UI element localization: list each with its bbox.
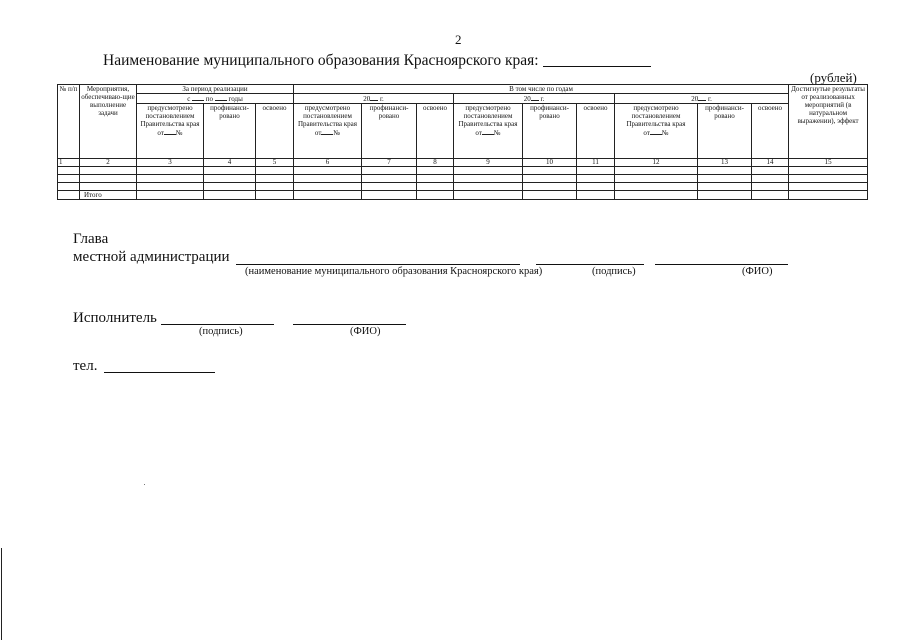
date-blank[interactable] <box>650 128 662 135</box>
table-cell[interactable] <box>137 167 204 175</box>
header-period <box>137 85 294 94</box>
table-cell[interactable] <box>204 175 256 183</box>
table-cell[interactable] <box>454 191 523 200</box>
table-cell[interactable] <box>417 175 454 183</box>
phone-line[interactable] <box>104 372 215 373</box>
table-cell[interactable] <box>58 167 80 175</box>
sub-used: освоено <box>256 104 294 159</box>
header-events: Мероприятия, обеспечиваю-щие выполнение задачи <box>80 85 137 159</box>
year-suffix: г. <box>708 95 712 103</box>
executor-label: Исполнитель <box>73 310 157 326</box>
sub-ot: от <box>157 129 164 137</box>
col-number: 1 <box>58 159 80 167</box>
sub-ot: от <box>643 129 650 137</box>
executor-fio-line[interactable] <box>293 324 406 325</box>
header-row-2 <box>58 94 868 104</box>
year-block-2 <box>454 94 615 104</box>
total-label: Итого <box>80 191 137 200</box>
table-cell[interactable] <box>256 191 294 200</box>
table-cell[interactable] <box>294 167 362 175</box>
period-to-blank[interactable] <box>215 94 227 101</box>
caption-executor-fio: (ФИО) <box>350 326 381 337</box>
header-by-years: В том числе по годам <box>294 85 789 94</box>
header-results: Достигнутые результаты от реализованных мероприятий (в натуральном выражении), эффект <box>789 85 868 159</box>
table-cell[interactable] <box>698 167 752 175</box>
period-from-label: с <box>187 95 191 103</box>
table-cell[interactable] <box>523 175 577 183</box>
year-suffix: г. <box>379 95 384 103</box>
municipality-name-line[interactable] <box>236 264 520 265</box>
executor-signature-line[interactable] <box>161 324 274 325</box>
table-cell[interactable] <box>454 175 523 183</box>
table-cell[interactable] <box>752 175 789 183</box>
table-cell[interactable] <box>615 167 698 175</box>
table-cell[interactable] <box>523 183 577 191</box>
phone-label: тел. <box>73 358 98 374</box>
table-cell[interactable] <box>615 175 698 183</box>
caption-executor-signature: (подпись) <box>199 326 243 337</box>
table-cell[interactable] <box>752 191 789 200</box>
sub-provided <box>137 104 204 159</box>
sub-no: № <box>333 129 341 137</box>
sub-used: освоено <box>417 104 454 159</box>
document-heading <box>103 52 651 70</box>
heading-blank-line[interactable] <box>543 52 651 67</box>
table-cell[interactable] <box>789 175 868 183</box>
col-number: 10 <box>523 159 577 167</box>
table-cell[interactable] <box>454 167 523 175</box>
head-signature-line[interactable] <box>536 264 644 265</box>
year-suffix: г. <box>540 95 545 103</box>
col-number: 9 <box>454 159 523 167</box>
caption-head-signature: (подпись) <box>592 266 636 277</box>
col-number: 6 <box>294 159 362 167</box>
table-cell[interactable] <box>362 191 417 200</box>
table-cell[interactable] <box>698 183 752 191</box>
table-cell[interactable] <box>417 183 454 191</box>
table-cell[interactable] <box>523 191 577 200</box>
col-number: 14 <box>752 159 789 167</box>
year-blank[interactable] <box>370 94 378 101</box>
col-number: 13 <box>698 159 752 167</box>
sub-used: освоено <box>752 104 789 159</box>
table-cell[interactable] <box>789 191 868 200</box>
table-cell[interactable] <box>362 167 417 175</box>
table-cell[interactable] <box>294 191 362 200</box>
col-number: 3 <box>137 159 204 167</box>
table-cell[interactable] <box>615 183 698 191</box>
table-cell[interactable] <box>523 167 577 175</box>
date-blank[interactable] <box>482 128 494 135</box>
header-row-1 <box>58 85 868 94</box>
table-cell[interactable] <box>577 183 615 191</box>
period-years-label: годы <box>228 95 243 103</box>
table-cell[interactable] <box>362 175 417 183</box>
table-row-empty <box>58 175 868 183</box>
table-cell[interactable] <box>615 191 698 200</box>
caption-municipality: (наименование муниципального образования Красноярского края) <box>245 266 543 277</box>
sub-no: № <box>661 129 669 137</box>
sub-provided <box>454 104 523 159</box>
table-cell[interactable] <box>789 167 868 175</box>
table-cell[interactable] <box>752 183 789 191</box>
header-num: № п/п <box>58 85 80 159</box>
year-blank[interactable] <box>531 94 539 101</box>
table-cell[interactable] <box>256 167 294 175</box>
date-blank[interactable] <box>164 128 176 135</box>
sub-financed: профинанси-ровано <box>362 104 417 159</box>
year-blank[interactable] <box>698 94 706 101</box>
head-fio-line[interactable] <box>655 264 788 265</box>
page-number: 2 <box>455 32 462 47</box>
table-cell[interactable] <box>789 183 868 191</box>
head-title-line1: Глава <box>73 231 109 247</box>
table-cell[interactable] <box>256 175 294 183</box>
sub-no: № <box>175 129 183 137</box>
sub-provided <box>294 104 362 159</box>
col-number: 4 <box>204 159 256 167</box>
period-to-label: по <box>205 95 214 103</box>
total-row <box>58 191 868 200</box>
table-cell[interactable] <box>577 191 615 200</box>
table-cell[interactable] <box>80 175 137 183</box>
column-numbers-row <box>58 159 868 167</box>
scan-speck <box>144 484 145 485</box>
sub-financed: профинанси-ровано <box>523 104 577 159</box>
sub-financed: профинанси-ровано <box>204 104 256 159</box>
year-block-3 <box>615 94 789 104</box>
table-cell[interactable] <box>137 191 204 200</box>
table-row-empty <box>58 167 868 175</box>
year-prefix: 20 <box>363 95 371 103</box>
table-cell[interactable] <box>204 167 256 175</box>
table-cell[interactable] <box>362 183 417 191</box>
table-cell[interactable] <box>698 191 752 200</box>
sub-provided-label: предусмотрено постановлением Правительства края <box>140 104 200 128</box>
sub-provided-label: предусмотрено постановлением Правительства края <box>297 104 358 128</box>
col-number: 7 <box>362 159 417 167</box>
scan-margin-line <box>1 548 2 640</box>
sub-no: № <box>493 129 501 137</box>
sub-provided-label: предусмотрено постановлением Правительства края <box>458 104 518 128</box>
sub-financed: профинанси-ровано <box>698 104 752 159</box>
col-number: 15 <box>789 159 868 167</box>
year-block-1 <box>294 94 454 104</box>
table-cell[interactable] <box>454 183 523 191</box>
table-cell[interactable] <box>137 175 204 183</box>
table-cell[interactable] <box>752 167 789 175</box>
period-range <box>137 94 294 104</box>
col-number: 2 <box>80 159 137 167</box>
table-cell[interactable] <box>137 183 204 191</box>
table-cell[interactable] <box>256 183 294 191</box>
sub-ot: от <box>314 129 322 137</box>
table-cell[interactable] <box>417 191 454 200</box>
table-cell[interactable] <box>294 175 362 183</box>
table-cell[interactable] <box>80 167 137 175</box>
table-cell[interactable] <box>80 183 137 191</box>
col-number: 11 <box>577 159 615 167</box>
table-cell[interactable] <box>294 183 362 191</box>
header-row-3 <box>58 104 868 159</box>
table-cell[interactable] <box>698 175 752 183</box>
table-cell[interactable] <box>577 167 615 175</box>
header-period-label: За период реализации <box>182 85 248 93</box>
sub-provided <box>615 104 698 159</box>
report-table <box>57 84 868 200</box>
date-blank[interactable] <box>321 128 333 135</box>
table-row-empty <box>58 183 868 191</box>
table-cell[interactable] <box>204 191 256 200</box>
sub-provided-label: предусмотрено постановлением Правительства края <box>626 104 686 128</box>
table-cell[interactable] <box>204 183 256 191</box>
head-title-line2: местной администрации <box>73 249 230 265</box>
table-cell[interactable] <box>577 175 615 183</box>
sub-used: освоено <box>577 104 615 159</box>
caption-head-fio: (ФИО) <box>742 266 773 277</box>
table-cell[interactable] <box>58 183 80 191</box>
currency-note: (рублей) <box>810 70 857 85</box>
table-cell[interactable] <box>58 191 80 200</box>
year-prefix: 20 <box>691 95 699 103</box>
col-number: 5 <box>256 159 294 167</box>
table-cell[interactable] <box>417 167 454 175</box>
sub-ot: от <box>475 129 482 137</box>
table-cell[interactable] <box>58 175 80 183</box>
year-prefix: 20 <box>523 95 531 103</box>
period-from-blank[interactable] <box>192 94 204 101</box>
col-number: 8 <box>417 159 454 167</box>
col-number: 12 <box>615 159 698 167</box>
heading-text: Наименование муниципального образования Красноярского края: <box>103 52 539 69</box>
